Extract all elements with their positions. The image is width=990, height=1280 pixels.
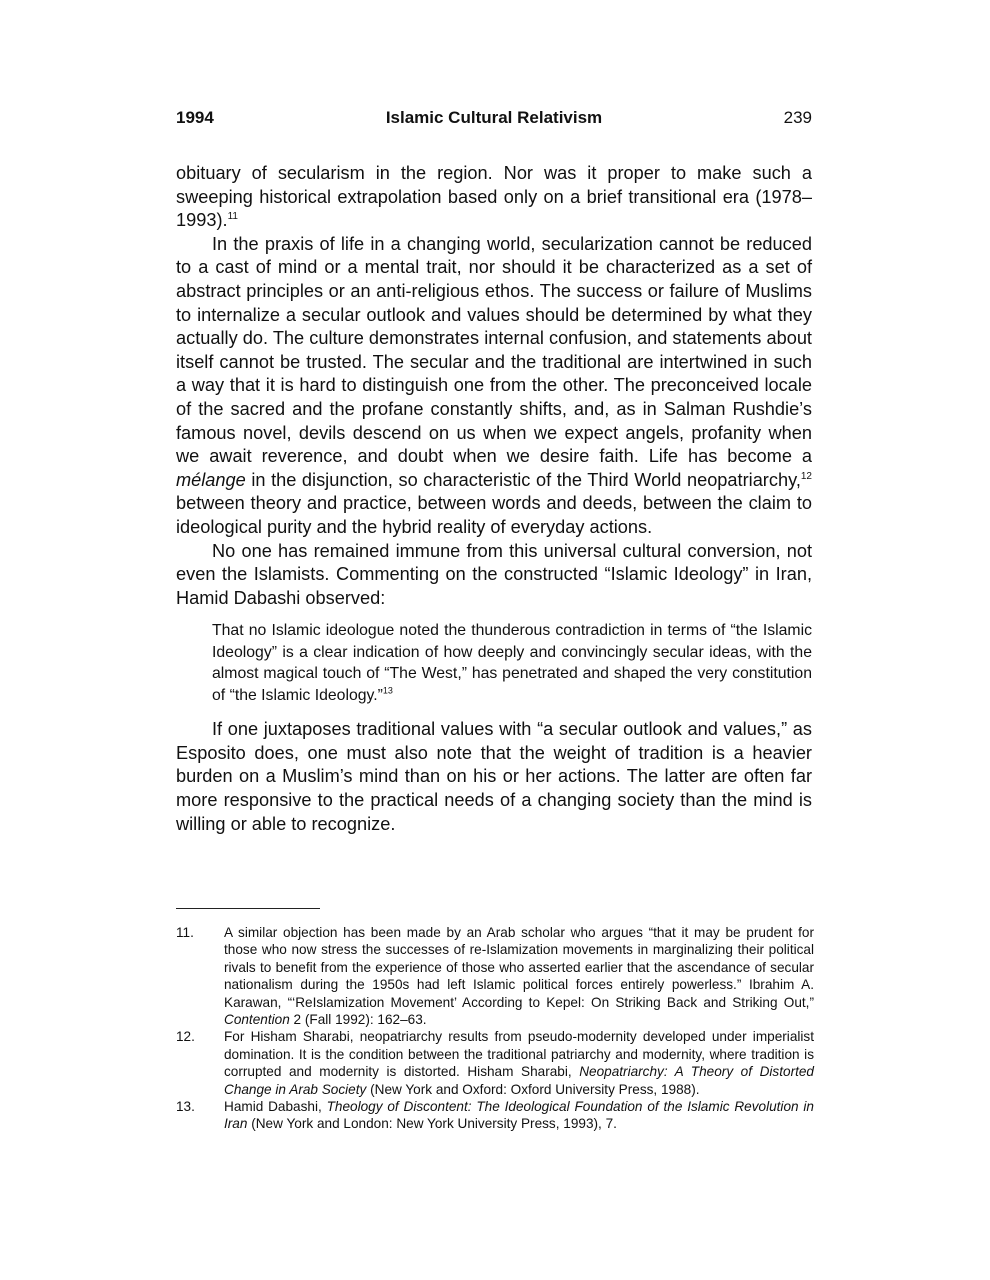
footnote-ref-13: 13 xyxy=(382,685,393,696)
footnote-text xyxy=(224,1098,814,1133)
footnote-italic: Theology of Discontent: The Ideological Foundation of the Islamic Revolution in Iran xyxy=(224,1099,814,1132)
paragraph-4 xyxy=(176,718,812,836)
footnote-number: 11. xyxy=(176,925,194,940)
paragraph-4-text: If one juxtaposes traditional values with “a secular outlook and values,” as Esposito does, one must also note that the weight of tradition is a heavier burden on a Muslim’s mind than on his or her actions. The latter are often far more responsive to the practical needs of a changing society than the mind is willing or able to recognize. xyxy=(176,719,812,834)
paragraph-3-text: No one has remained immune from this universal cultural conversion, not even the Islamists. Commenting on the constructed “Islamic Ideology” in Iran, Hamid Dabashi observed: xyxy=(176,540,812,608)
footnote-text-b: (New York and London: New York University Press, 1993), 7. xyxy=(247,1116,617,1132)
footnote-text-b: 2 (Fall 1992): 162–63. xyxy=(289,1012,427,1028)
page-number: 239 xyxy=(783,108,812,127)
paragraph-2-italic: mélange xyxy=(176,469,246,490)
block-quote-text: That no Islamic ideologue noted the thunderous contradiction in terms of “the Islamic Ideology” is a clear indication of how deeply and convincingly secular ideas, with the almost magical touch of “The West,” has penetrated and shaped the very constitution of “the Islamic Ideology.” xyxy=(212,622,812,704)
paragraph-2-text-a: In the praxis of life in a changing world, secularization cannot be reduced to a cast of mind or a mental trait, nor should it be characterized as a set of abstract principles or an anti-religious ethos. The success or failure of Muslims to internalize a secular outlook and values should be determined by what they actually do. The culture demonstrates internal confusion, and statements about itself cannot be trusted. The secular and the traditional are intertwined in such a way that it is hard to distinguish one from the other. The preconceived locale of the sacred and the profane constantly shifts, and, as in Salman Rushdie’s famous novel, devils descend on us when we expect angels, profanity when we await reverence, and doubt when we desire faith. Life has become a xyxy=(176,233,812,467)
paragraph-2 xyxy=(176,233,812,540)
footnote-number: 12. xyxy=(176,1029,195,1045)
main-text xyxy=(176,162,812,836)
paragraph-1 xyxy=(176,162,812,233)
paragraph-3 xyxy=(176,540,812,611)
header-year: 1994 xyxy=(176,108,214,127)
paragraph-2-text-c: between theory and practice, between words and deeds, between the claim to ideological purity and the hybrid reality of everyday actions. xyxy=(176,493,812,537)
footnote-italic: Contention xyxy=(224,1012,290,1028)
footnote-11 xyxy=(176,924,814,1028)
footnote-text-a: For Hisham Sharabi, neopatriarchy results from pseudo-modernity developed under imperialist domination. It is the condition between the traditional patriarchy and modernity, where tradition is corrupted and modernity is distorted. Hisham Sharabi, xyxy=(224,1029,814,1080)
paragraph-2-text-b: in the disjunction, so characteristic of the Third World neopatriarchy, xyxy=(245,469,801,490)
footnotes xyxy=(176,924,814,1133)
footnote-text-a: Hamid Dabashi, xyxy=(224,1099,327,1115)
footnote-text xyxy=(224,924,814,1028)
footnote-italic: Neopatriarchy: A Theory of Distorted Change in Arab Society xyxy=(224,1064,814,1097)
footnote-text-a: A similar objection has been made by an Arab scholar who argues “that it may be prudent for those who now stress the successes of re-Islamization movements in marginalizing their political rivals to benefit from the experience of those who asserted earlier that the ascendance of secular nationalism during the 1950s had left Islamic political forces entirely powerless.” Ibrahim A. Karawan, “‘ReIslamization Movement’ According to Kepel: On Striking Back and Striking Out,” xyxy=(224,925,814,1010)
footnote-ref-12: 12 xyxy=(800,470,812,482)
paragraph-1-text: obituary of secularism in the region. Nor was it proper to make such a sweeping historical extrapolation based only on a brief transitional era (1978–1993). xyxy=(176,163,812,231)
header-title: Islamic Cultural Relativism xyxy=(385,108,603,127)
footnote-number: 13. xyxy=(176,1099,195,1115)
footnote-13 xyxy=(176,1098,814,1133)
running-header xyxy=(176,108,812,134)
footnote-divider xyxy=(176,908,320,909)
footnote-12 xyxy=(176,1028,814,1098)
footnote-text-b: (New York and Oxford: Oxford University Press, 1988). xyxy=(366,1081,700,1097)
footnote-ref-11: 11 xyxy=(227,211,238,223)
footnote-text xyxy=(224,1028,814,1098)
block-quote xyxy=(212,620,812,706)
